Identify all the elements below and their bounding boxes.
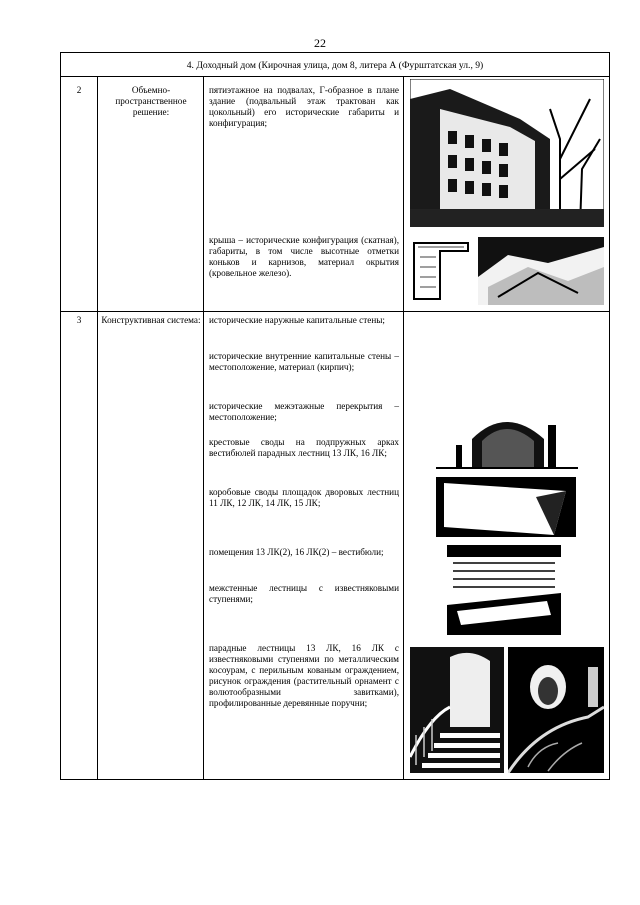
- staircase-railing-photo: [508, 647, 604, 773]
- row-item: парадные лестницы 13 ЛК, 16 ЛК с известняковыми ступенями по металлическим косоурам, с перильным кованым ограждением, рисунок ограждения (растительный орнамент с волютообразными завитками), профилированные деревянные поручни;: [209, 643, 399, 708]
- main-staircase-photo: [410, 647, 504, 773]
- heritage-table: [60, 52, 610, 780]
- column-divider: [403, 76, 404, 780]
- row-item: исторические внутренние капитальные стены – местоположение, материал (кирпич);: [209, 351, 399, 372]
- column-divider: [97, 76, 98, 780]
- row-category: Конструктивная система:: [101, 315, 201, 325]
- row-number: 2: [76, 85, 82, 95]
- row-category: Объемно-пространственное решение:: [115, 85, 187, 117]
- header-divider: [61, 76, 609, 77]
- roof-photo: [478, 237, 604, 305]
- row-item: коробовые своды площадок дворовых лестниц 11 ЛК, 12 ЛК, 14 ЛК, 15 ЛК;: [209, 487, 399, 508]
- row-item: пятиэтажное на подвалах, Г-образное в плане здание (подвальный этаж трактован как цокольный) его исторические габариты и конфигурация;: [209, 85, 399, 128]
- row-item: помещения 13 ЛК(2), 16 ЛК(2) – вестибюли;: [209, 547, 384, 557]
- floor-plan-image: [410, 237, 474, 305]
- vestibule-photo: [447, 545, 561, 635]
- page-number: 22: [314, 36, 326, 50]
- row-item: крестовые своды на подпружных арках вестибюлей парадных лестниц 13 ЛК, 16 ЛК;: [209, 437, 399, 458]
- row-item: крыша – исторические конфигурация (скатная), габариты, в том числе высотные отметки коньков и карнизов, материал окрытия (кровельное железо).: [209, 235, 399, 278]
- row-divider: [61, 311, 609, 312]
- table-title: 4. Доходный дом (Кирочная улица, дом 8, литера А (Фурштатская ул., 9): [186, 60, 484, 71]
- row-number: 3: [76, 315, 82, 325]
- courtyard-stair-vault-photo: [436, 477, 576, 537]
- vault-arch-photo: [436, 405, 578, 469]
- row-item: исторические наружные капитальные стены;: [209, 315, 385, 325]
- row-item: межстенные лестницы с известняковыми ступенями;: [209, 583, 399, 604]
- building-facade-photo: [410, 79, 604, 227]
- row-item: исторические межэтажные перекрытия – местоположение;: [209, 401, 399, 422]
- column-divider: [203, 76, 204, 780]
